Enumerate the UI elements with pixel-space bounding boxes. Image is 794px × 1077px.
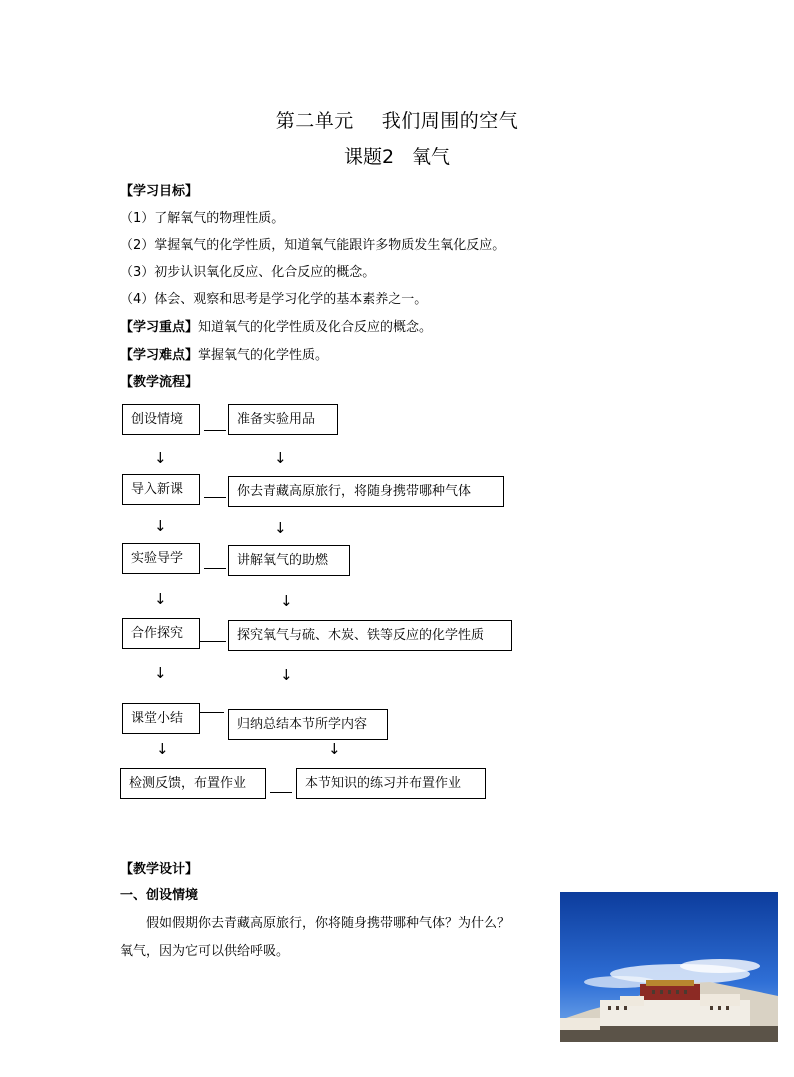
unit-number: 第二单元 bbox=[275, 110, 354, 132]
flow-heading: 【教学流程】 bbox=[120, 375, 199, 390]
unit-name: 我们周围的空气 bbox=[381, 110, 519, 132]
flow-activity-box: 你去青藏高原旅行，将随身携带哪种气体 bbox=[228, 476, 504, 507]
flow-activity-box: 归纳总结本节所学内容 bbox=[228, 709, 388, 740]
down-arrow-icon: ↓ bbox=[156, 740, 169, 758]
objective-item: （1）了解氧气的物理性质。 bbox=[120, 211, 285, 226]
flow-connector bbox=[200, 712, 224, 713]
key-point-label: 【学习重点】 bbox=[120, 320, 199, 335]
down-arrow-icon: ↓ bbox=[154, 590, 167, 608]
flow-connector bbox=[204, 430, 226, 431]
down-arrow-icon: ↓ bbox=[280, 592, 293, 610]
lesson-name: 氧气 bbox=[412, 146, 451, 168]
key-point bbox=[120, 316, 432, 335]
lesson-title bbox=[0, 142, 794, 169]
flow-activity-box: 探究氧气与硫、木炭、铁等反应的化学性质 bbox=[228, 620, 512, 651]
down-arrow-icon: ↓ bbox=[274, 449, 287, 467]
section-title: 一、创设情境 bbox=[120, 888, 199, 903]
flow-activity-box: 讲解氧气的助燃 bbox=[228, 545, 350, 576]
objectives-heading: 【学习目标】 bbox=[120, 184, 199, 199]
lesson-number: 课题2 bbox=[343, 146, 395, 168]
objective-item: （3）初步认识氧化反应、化合反应的概念。 bbox=[120, 265, 376, 280]
down-arrow-icon: ↓ bbox=[154, 664, 167, 682]
objective-item: （2）掌握氧气的化学性质，知道氧气能跟许多物质发生氧化反应。 bbox=[120, 238, 506, 253]
flow-step-box: 合作探究 bbox=[122, 618, 200, 649]
flow-step-box: 课堂小结 bbox=[122, 703, 200, 734]
potala-palace-image bbox=[560, 892, 778, 1042]
design-heading: 【教学设计】 bbox=[120, 862, 199, 877]
flow-connector bbox=[204, 497, 226, 498]
flow-step-box: 检测反馈，布置作业 bbox=[120, 768, 266, 799]
flow-connector bbox=[204, 568, 226, 569]
paragraph-line: 氧气，因为它可以供给呼吸。 bbox=[120, 944, 290, 959]
unit-title bbox=[0, 106, 794, 133]
difficulty-text: 掌握氧气的化学性质。 bbox=[198, 348, 329, 363]
objective-item: （4）体会、观察和思考是学习化学的基本素养之一。 bbox=[120, 292, 428, 307]
flow-activity-box: 本节知识的练习并布置作业 bbox=[296, 768, 486, 799]
down-arrow-icon: ↓ bbox=[274, 519, 287, 537]
flow-connector bbox=[200, 641, 226, 642]
key-point-text: 知道氧气的化学性质及化合反应的概念。 bbox=[198, 320, 433, 335]
down-arrow-icon: ↓ bbox=[280, 666, 293, 684]
down-arrow-icon: ↓ bbox=[328, 740, 341, 758]
down-arrow-icon: ↓ bbox=[154, 517, 167, 535]
flow-step-box: 实验导学 bbox=[122, 543, 200, 574]
flow-activity-box: 准备实验用品 bbox=[228, 404, 338, 435]
flow-connector bbox=[270, 792, 292, 793]
difficulty-label: 【学习难点】 bbox=[120, 348, 199, 363]
flow-step-box: 导入新课 bbox=[122, 474, 200, 505]
difficulty bbox=[120, 344, 328, 363]
paragraph-line: 假如假期你去青藏高原旅行，你将随身携带哪种气体？为什么？ bbox=[146, 916, 511, 931]
down-arrow-icon: ↓ bbox=[154, 449, 167, 467]
flow-step-box: 创设情境 bbox=[122, 404, 200, 435]
